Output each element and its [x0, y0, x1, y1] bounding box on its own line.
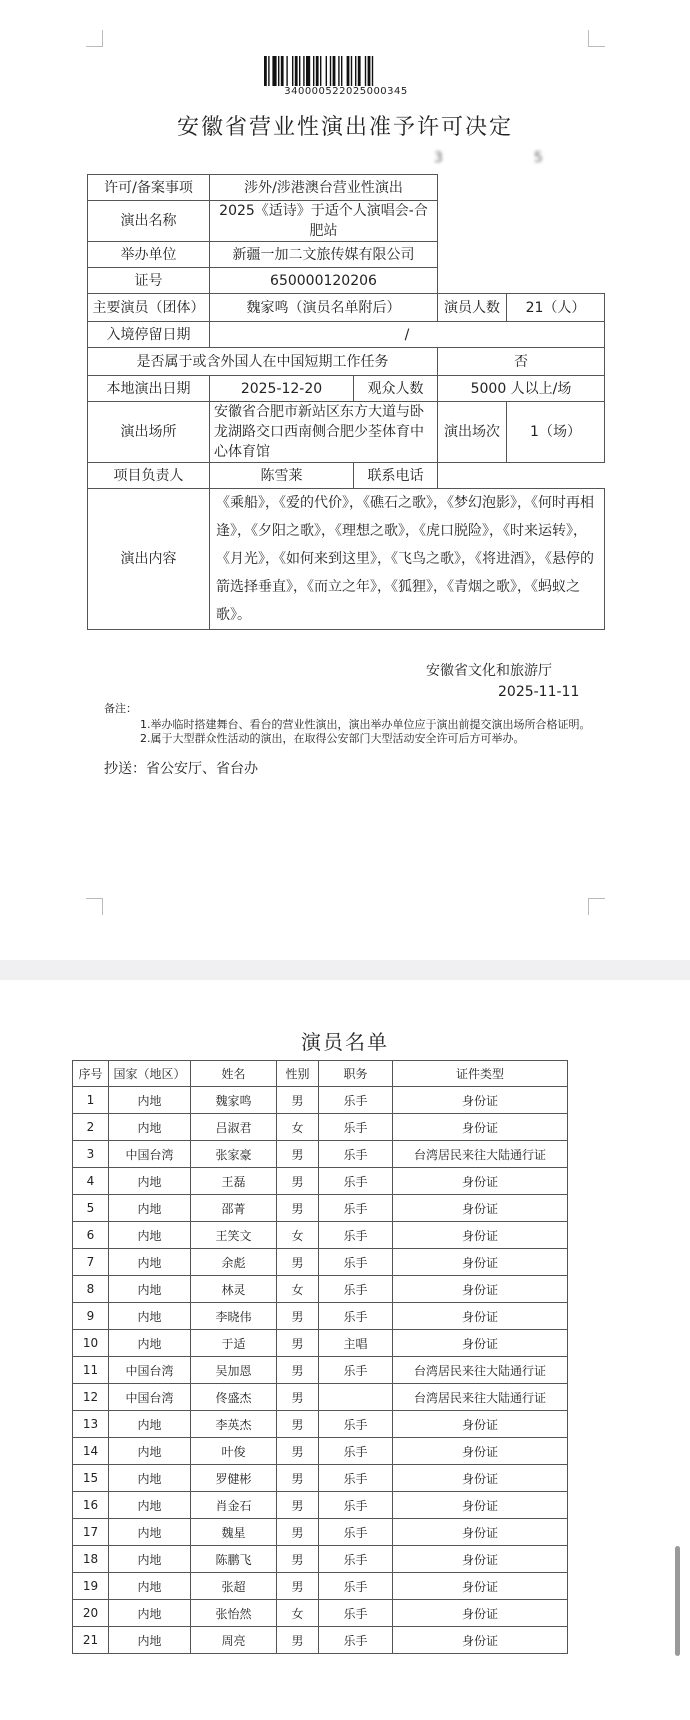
index-cell: 13 — [73, 1411, 109, 1438]
gender-cell: 男 — [277, 1411, 319, 1438]
cc-line: 抄送：省公安厅、省台办 — [104, 761, 258, 777]
table-row — [88, 242, 605, 268]
gender-cell: 男 — [277, 1546, 319, 1573]
gender-cell: 女 — [277, 1276, 319, 1303]
role-cell: 乐手 — [319, 1411, 393, 1438]
role-cell — [319, 1384, 393, 1411]
index-cell: 20 — [73, 1600, 109, 1627]
barcode-bar — [368, 56, 371, 86]
table-row — [88, 322, 605, 348]
gender-cell: 男 — [277, 1087, 319, 1114]
barcode-bar — [295, 56, 298, 86]
table-row — [73, 1573, 568, 1600]
region-cell: 内地 — [109, 1627, 191, 1654]
table-row — [88, 463, 605, 489]
header-index: 序号 — [73, 1061, 109, 1087]
barcode-bar — [320, 56, 321, 86]
region-cell: 内地 — [109, 1303, 191, 1330]
name-cell: 李晓伟 — [191, 1303, 277, 1330]
barcode-bar — [355, 56, 356, 86]
label-cell: 证号 — [88, 268, 210, 294]
index-cell: 16 — [73, 1492, 109, 1519]
header-id-type: 证件类型 — [393, 1061, 568, 1087]
index-cell: 11 — [73, 1357, 109, 1384]
id-type-cell: 身份证 — [393, 1519, 568, 1546]
region-cell: 内地 — [109, 1411, 191, 1438]
region-cell: 内地 — [109, 1168, 191, 1195]
table-row — [73, 1195, 568, 1222]
barcode-bar — [264, 56, 267, 86]
id-type-cell: 身份证 — [393, 1492, 568, 1519]
gender-cell: 男 — [277, 1492, 319, 1519]
name-cell: 佟盛杰 — [191, 1384, 277, 1411]
remark-2: 2.属于大型群众性活动的演出，在取得公安部门大型活动安全许可后方可举办。 — [140, 732, 525, 745]
role-cell: 乐手 — [319, 1546, 393, 1573]
label-cell: 入境停留日期 — [88, 322, 210, 348]
region-cell: 内地 — [109, 1600, 191, 1627]
label-cell: 本地演出日期 — [88, 376, 210, 402]
table-row — [73, 1384, 568, 1411]
organizer-value: 新疆一加二文旅传媒有限公司 — [210, 242, 438, 268]
index-cell: 12 — [73, 1384, 109, 1411]
id-type-cell: 身份证 — [393, 1114, 568, 1141]
role-cell: 乐手 — [319, 1249, 393, 1276]
name-cell: 于适 — [191, 1330, 277, 1357]
empty-cell — [438, 242, 605, 268]
name-cell: 张家豪 — [191, 1141, 277, 1168]
barcode-bar — [281, 56, 284, 86]
table-row — [73, 1492, 568, 1519]
name-cell: 林灵 — [191, 1276, 277, 1303]
barcode-bar — [306, 56, 310, 86]
table-row — [73, 1465, 568, 1492]
name-cell: 吕淑君 — [191, 1114, 277, 1141]
label-cell: 演出名称 — [88, 201, 210, 242]
gender-cell: 男 — [277, 1627, 319, 1654]
id-type-cell: 身份证 — [393, 1411, 568, 1438]
label-cell: 主要演员（团体） — [88, 294, 210, 322]
region-cell: 中国台湾 — [109, 1384, 191, 1411]
id-type-cell: 身份证 — [393, 1600, 568, 1627]
role-cell: 乐手 — [319, 1627, 393, 1654]
venue-value: 安徽省合肥市新站区东方大道与卧龙湖路交口西南侧合肥少荃体育中心体育馆 — [210, 402, 438, 463]
barcode-bar — [372, 56, 373, 86]
index-cell: 14 — [73, 1438, 109, 1465]
empty-cell — [438, 268, 605, 294]
roster-body — [73, 1087, 568, 1654]
manager-value: 陈雪莱 — [210, 463, 354, 489]
barcode-bar — [351, 56, 352, 86]
barcode-bar — [286, 56, 287, 86]
id-type-cell: 身份证 — [393, 1303, 568, 1330]
role-cell: 乐手 — [319, 1168, 393, 1195]
label-cell: 是否属于或含外国人在中国短期工作任务 — [88, 348, 438, 376]
region-cell: 中国台湾 — [109, 1141, 191, 1168]
barcode-bar — [316, 56, 319, 86]
page-gap — [0, 960, 690, 980]
crop-mark-bottom-right — [588, 898, 605, 915]
table-row — [88, 402, 605, 463]
name-cell: 邵菁 — [191, 1195, 277, 1222]
empty-cell — [438, 201, 605, 242]
table-row — [73, 1546, 568, 1573]
name-cell: 张超 — [191, 1573, 277, 1600]
gender-cell: 男 — [277, 1141, 319, 1168]
label-cell: 演出内容 — [88, 489, 210, 630]
table-row — [88, 376, 605, 402]
role-cell: 乐手 — [319, 1276, 393, 1303]
label-cell: 演出场所 — [88, 402, 210, 463]
gender-cell: 男 — [277, 1519, 319, 1546]
index-cell: 18 — [73, 1546, 109, 1573]
name-cell: 肖金石 — [191, 1492, 277, 1519]
table-row — [73, 1330, 568, 1357]
index-cell: 6 — [73, 1222, 109, 1249]
gender-cell: 男 — [277, 1465, 319, 1492]
barcode-bar — [272, 56, 276, 86]
index-cell: 1 — [73, 1087, 109, 1114]
barcode-bar — [299, 56, 300, 86]
id-type-cell: 身份证 — [393, 1627, 568, 1654]
session-count-value: 1（场） — [507, 402, 605, 463]
crop-mark-bottom-left — [86, 898, 103, 915]
table-row — [73, 1600, 568, 1627]
name-cell: 罗健彬 — [191, 1465, 277, 1492]
index-cell: 4 — [73, 1168, 109, 1195]
gender-cell: 男 — [277, 1195, 319, 1222]
region-cell: 内地 — [109, 1330, 191, 1357]
performance-name-value: 2025《适诗》于适个人演唱会-合肥站 — [210, 201, 438, 242]
name-cell: 叶俊 — [191, 1438, 277, 1465]
issue-date: 2025-11-11 — [498, 684, 580, 700]
table-row — [88, 201, 605, 242]
role-cell: 乐手 — [319, 1465, 393, 1492]
table-row — [73, 1438, 568, 1465]
region-cell: 内地 — [109, 1249, 191, 1276]
role-cell: 乐手 — [319, 1087, 393, 1114]
role-cell: 乐手 — [319, 1492, 393, 1519]
id-type-cell: 身份证 — [393, 1546, 568, 1573]
index-cell: 21 — [73, 1627, 109, 1654]
role-cell: 乐手 — [319, 1573, 393, 1600]
header-gender: 性别 — [277, 1061, 319, 1087]
barcode-bar — [303, 56, 304, 86]
region-cell: 内地 — [109, 1087, 191, 1114]
performance-content-value: 《乘船》，《爱的代价》，《礁石之歌》，《梦幻泡影》，《何时再相逢》，《夕阳之歌》，《理想之歌》，《虎口脱险》，《时来运转》，《月光》，《如何来到这里》，《飞鸟之歌》，《将进酒》，《悬停的箭选择垂直》，《而立之年》，《狐狸》，《青烟之歌》，《蚂蚁之歌》。 — [210, 489, 605, 630]
table-row — [73, 1141, 568, 1168]
index-cell: 19 — [73, 1573, 109, 1600]
barcode-bar — [341, 56, 342, 86]
region-cell: 内地 — [109, 1438, 191, 1465]
role-cell: 乐手 — [319, 1600, 393, 1627]
table-row — [73, 1519, 568, 1546]
id-type-cell: 身份证 — [393, 1573, 568, 1600]
name-cell: 吴加恩 — [191, 1357, 277, 1384]
region-cell: 内地 — [109, 1195, 191, 1222]
id-type-cell: 身份证 — [393, 1087, 568, 1114]
foreign-work-value: 否 — [438, 348, 605, 376]
label-cell: 演员人数 — [438, 294, 507, 322]
label-cell: 许可/备案事项 — [88, 175, 210, 201]
name-cell: 魏星 — [191, 1519, 277, 1546]
id-type-cell: 身份证 — [393, 1222, 568, 1249]
barcode-bar — [365, 56, 366, 86]
barcode-bar — [333, 56, 336, 86]
id-type-cell: 身份证 — [393, 1168, 568, 1195]
gender-cell: 男 — [277, 1573, 319, 1600]
label-cell: 观众人数 — [354, 376, 438, 402]
id-type-cell: 台湾居民来往大陆通行证 — [393, 1357, 568, 1384]
region-cell: 内地 — [109, 1492, 191, 1519]
header-name: 姓名 — [191, 1061, 277, 1087]
label-cell: 演出场次 — [438, 402, 507, 463]
performance-date-value: 2025-12-20 — [210, 376, 354, 402]
role-cell: 主唱 — [319, 1330, 393, 1357]
main-performer-value: 魏家鸣（演员名单附后） — [210, 294, 438, 322]
id-type-cell: 身份证 — [393, 1438, 568, 1465]
remark-1: 1.举办临时搭建舞台、看台的营业性演出，演出举办单位应于演出前提交演出场所合格证明。 — [140, 718, 591, 731]
barcode-bar — [347, 56, 350, 86]
role-cell: 乐手 — [319, 1519, 393, 1546]
gender-cell: 男 — [277, 1384, 319, 1411]
table-row — [73, 1276, 568, 1303]
barcode — [264, 56, 428, 86]
gender-cell: 男 — [277, 1357, 319, 1384]
license-type-value: 涉外/涉港澳台营业性演出 — [210, 175, 438, 201]
gender-cell: 男 — [277, 1438, 319, 1465]
id-type-cell: 身份证 — [393, 1249, 568, 1276]
table-row — [73, 1357, 568, 1384]
gender-cell: 女 — [277, 1222, 319, 1249]
scrollbar-thumb[interactable] — [675, 1546, 680, 1656]
region-cell: 中国台湾 — [109, 1357, 191, 1384]
table-row — [73, 1114, 568, 1141]
stay-date-value: / — [210, 322, 605, 348]
label-cell: 项目负责人 — [88, 463, 210, 489]
header-region: 国家（地区） — [109, 1061, 191, 1087]
id-type-cell: 台湾居民来往大陆通行证 — [393, 1384, 568, 1411]
label-cell: 联系电话 — [354, 463, 438, 489]
role-cell: 乐手 — [319, 1114, 393, 1141]
index-cell: 2 — [73, 1114, 109, 1141]
gender-cell: 男 — [277, 1168, 319, 1195]
index-cell: 8 — [73, 1276, 109, 1303]
barcode-bar — [278, 56, 279, 86]
gender-cell: 女 — [277, 1600, 319, 1627]
gender-cell: 男 — [277, 1249, 319, 1276]
barcode-bar — [338, 56, 339, 86]
name-cell: 陈鹏飞 — [191, 1546, 277, 1573]
index-cell: 5 — [73, 1195, 109, 1222]
region-cell: 内地 — [109, 1222, 191, 1249]
role-cell: 乐手 — [319, 1438, 393, 1465]
table-row — [88, 294, 605, 322]
table-row — [73, 1168, 568, 1195]
gender-cell: 女 — [277, 1114, 319, 1141]
index-cell: 3 — [73, 1141, 109, 1168]
table-row — [73, 1222, 568, 1249]
gender-cell: 男 — [277, 1330, 319, 1357]
document-title: 安徽省营业性演出准予许可决定 — [176, 115, 513, 140]
region-cell: 内地 — [109, 1546, 191, 1573]
region-cell: 内地 — [109, 1573, 191, 1600]
permit-table — [87, 174, 605, 630]
certificate-number-value: 650000120206 — [210, 268, 438, 294]
table-row — [73, 1303, 568, 1330]
id-type-cell: 身份证 — [393, 1465, 568, 1492]
document-number-redacted: 3 5 — [434, 150, 543, 166]
table-row — [73, 1087, 568, 1114]
table-row — [73, 1627, 568, 1654]
table-row — [88, 175, 605, 201]
table-row — [88, 268, 605, 294]
table-row — [73, 1411, 568, 1438]
region-cell: 内地 — [109, 1465, 191, 1492]
remarks-label: 备注： — [104, 702, 137, 715]
index-cell: 9 — [73, 1303, 109, 1330]
barcode-bar — [268, 56, 269, 86]
region-cell: 内地 — [109, 1519, 191, 1546]
role-cell: 乐手 — [319, 1141, 393, 1168]
label-cell: 举办单位 — [88, 242, 210, 268]
roster-title: 演员名单 — [301, 1030, 389, 1054]
id-type-cell: 身份证 — [393, 1330, 568, 1357]
index-cell: 15 — [73, 1465, 109, 1492]
index-cell: 17 — [73, 1519, 109, 1546]
role-cell: 乐手 — [319, 1222, 393, 1249]
barcode-bar — [292, 56, 293, 86]
performer-count-value: 21（人） — [507, 294, 605, 322]
index-cell: 10 — [73, 1330, 109, 1357]
region-cell: 内地 — [109, 1276, 191, 1303]
role-cell: 乐手 — [319, 1303, 393, 1330]
gender-cell: 男 — [277, 1303, 319, 1330]
issuing-department: 安徽省文化和旅游厅 — [426, 663, 552, 679]
name-cell: 张怡然 — [191, 1600, 277, 1627]
roster-table — [72, 1060, 568, 1654]
barcode-bar — [330, 56, 331, 86]
audience-count-value: 5000 人以上/场 — [438, 376, 605, 402]
table-row — [73, 1249, 568, 1276]
table-row — [88, 348, 605, 376]
crop-mark-top-right — [588, 30, 605, 47]
table-row — [88, 489, 605, 630]
id-type-cell: 身份证 — [393, 1276, 568, 1303]
header-role: 职务 — [319, 1061, 393, 1087]
name-cell: 李英杰 — [191, 1411, 277, 1438]
roster-header-row — [73, 1061, 568, 1087]
name-cell: 王笑文 — [191, 1222, 277, 1249]
barcode-bar — [358, 56, 361, 86]
id-type-cell: 身份证 — [393, 1195, 568, 1222]
name-cell: 魏家鸣 — [191, 1087, 277, 1114]
barcode-number: 340000522025000345 — [284, 86, 408, 97]
name-cell: 余彪 — [191, 1249, 277, 1276]
barcode-bar — [313, 56, 314, 86]
region-cell: 内地 — [109, 1114, 191, 1141]
name-cell: 王磊 — [191, 1168, 277, 1195]
id-type-cell: 台湾居民来往大陆通行证 — [393, 1141, 568, 1168]
barcode-bar — [326, 56, 327, 86]
role-cell: 乐手 — [319, 1195, 393, 1222]
index-cell: 7 — [73, 1249, 109, 1276]
name-cell: 周亮 — [191, 1627, 277, 1654]
crop-mark-top-left — [86, 30, 103, 47]
empty-cell — [438, 175, 605, 201]
role-cell: 乐手 — [319, 1357, 393, 1384]
phone-value — [438, 463, 605, 489]
